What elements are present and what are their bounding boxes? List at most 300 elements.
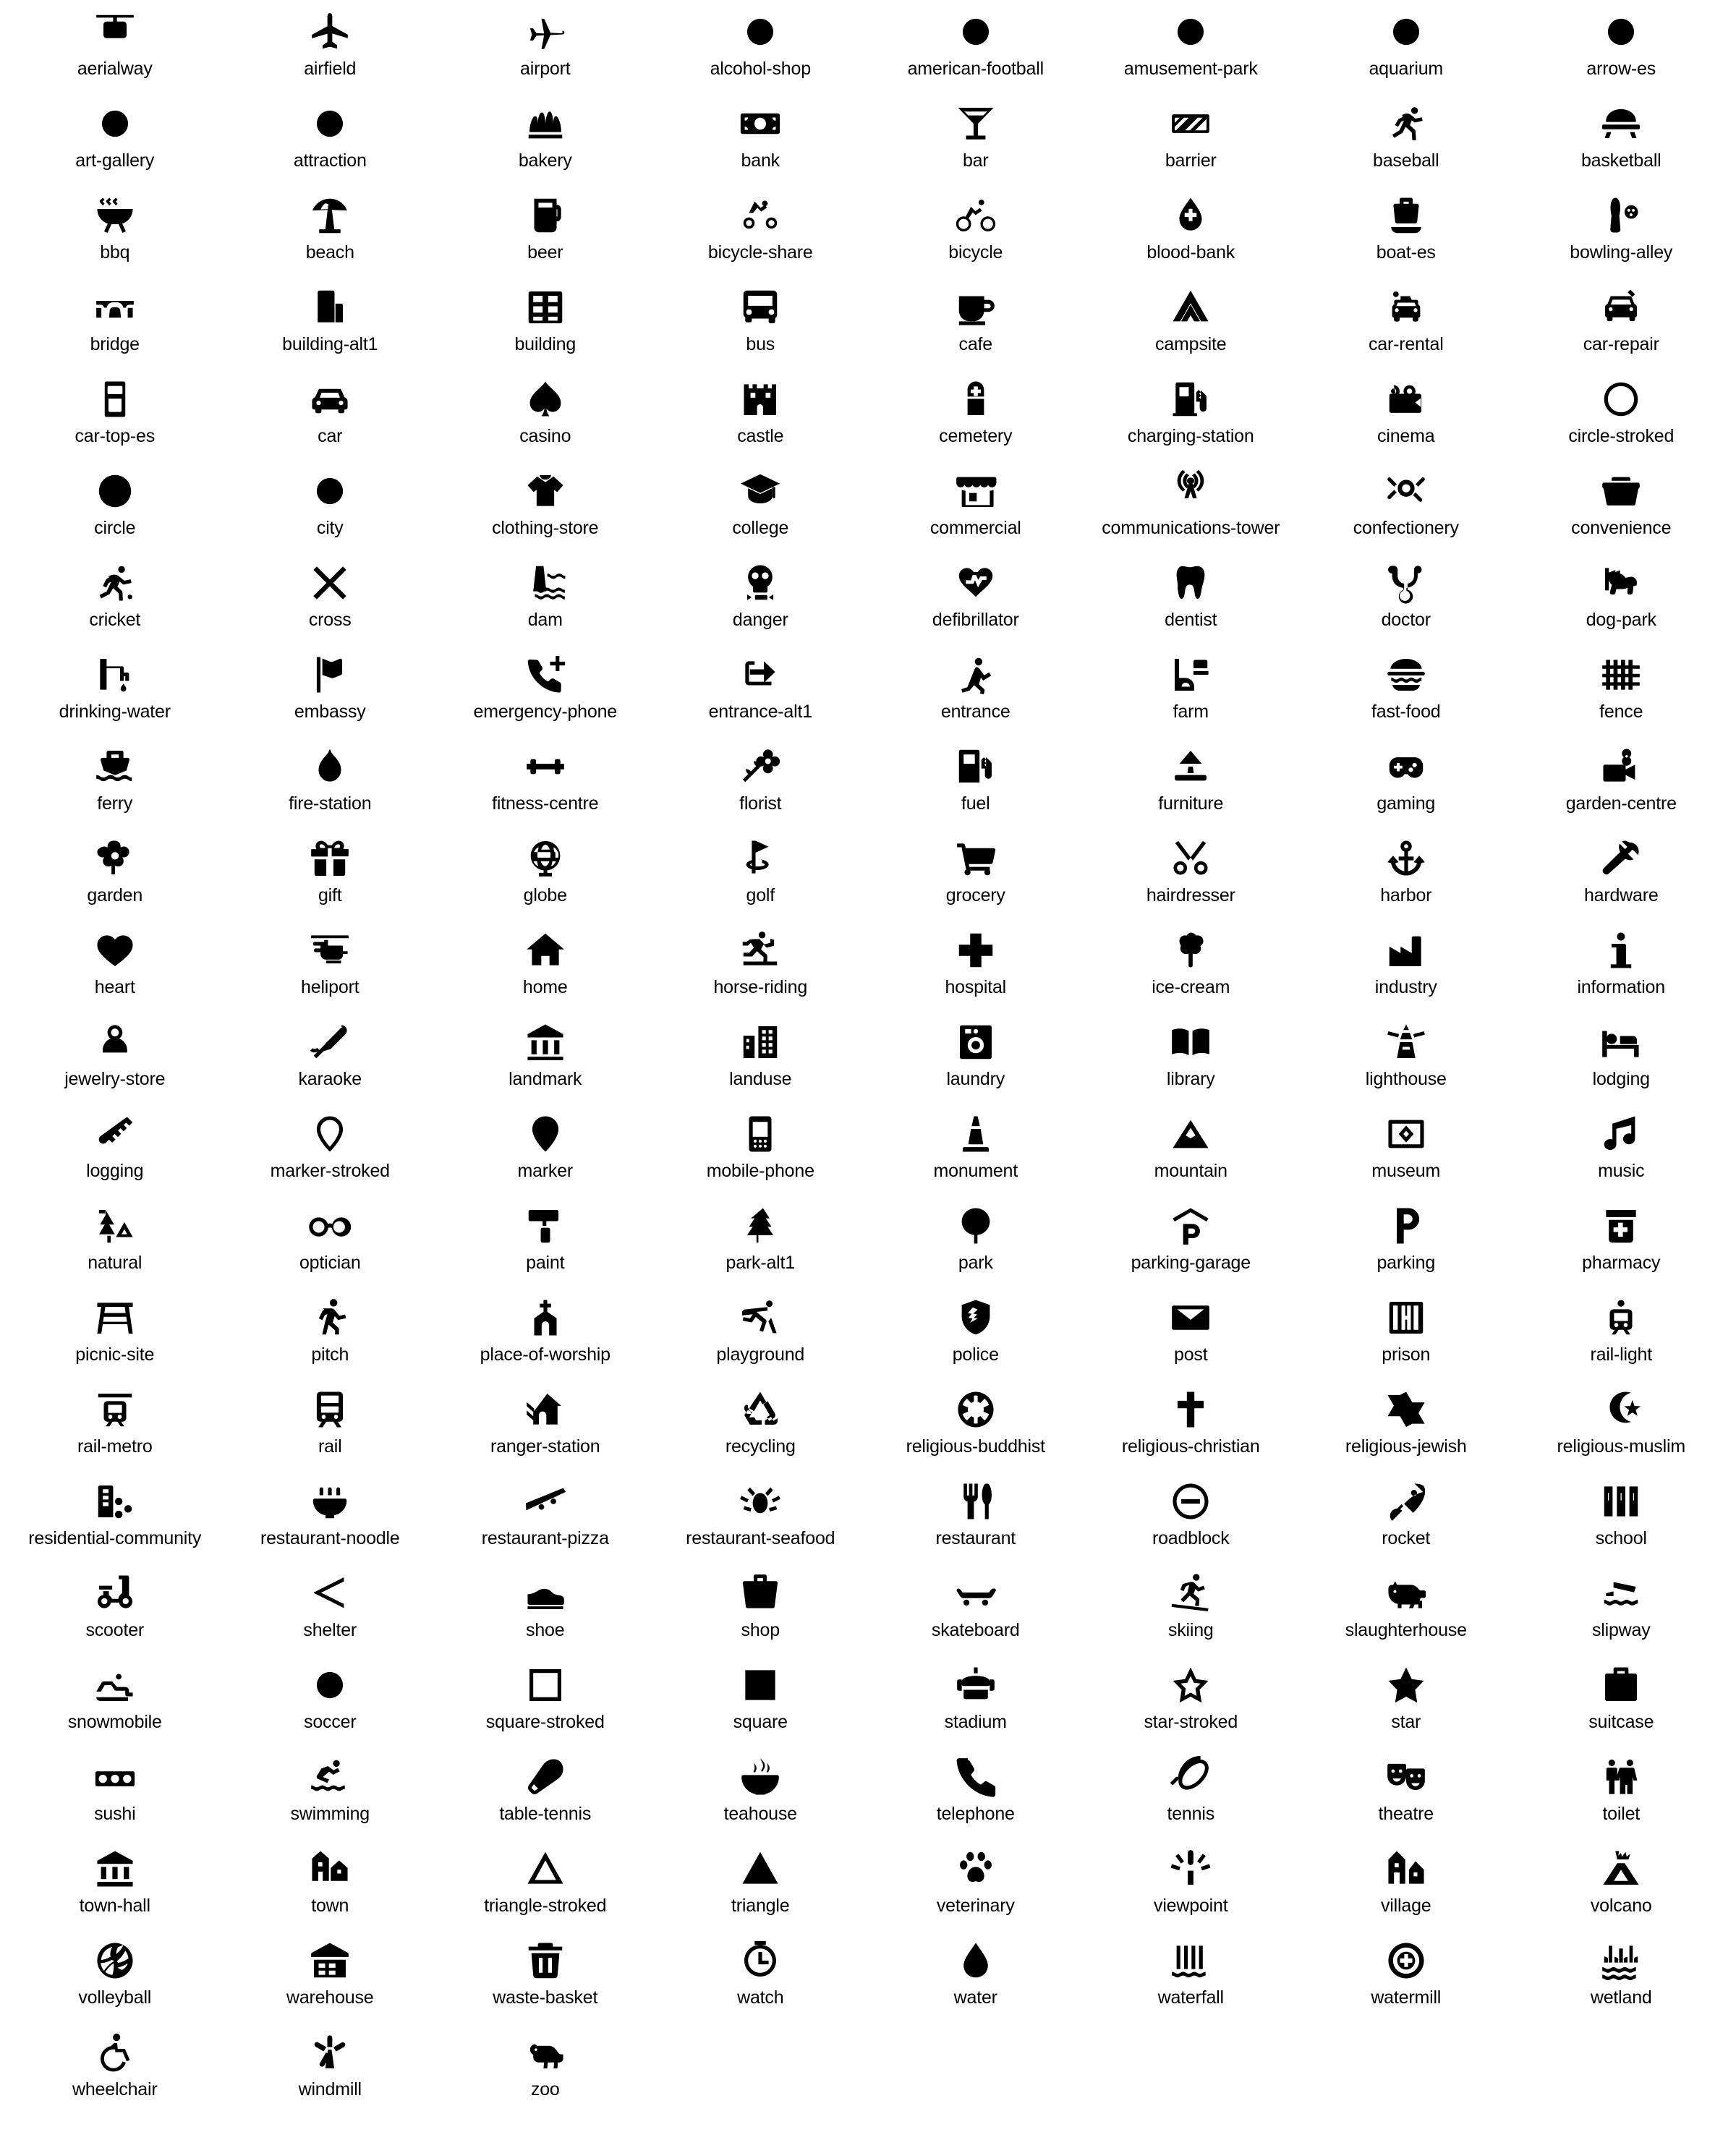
monument-icon bbox=[953, 1108, 998, 1160]
icon-label: cafe bbox=[958, 334, 992, 354]
icon-cell-religious-muslim[interactable] bbox=[1514, 1384, 1729, 1475]
fast-food-icon bbox=[1384, 649, 1429, 701]
icon-label: fitness-centre bbox=[492, 793, 599, 814]
icon-cell-wheelchair[interactable] bbox=[7, 2026, 223, 2118]
icon-cell-post[interactable] bbox=[1084, 1292, 1299, 1384]
icon-cell-music[interactable] bbox=[1514, 1108, 1729, 1200]
icon-cell-fence[interactable] bbox=[1514, 649, 1729, 741]
icon-cell-cross[interactable] bbox=[223, 557, 438, 649]
icon-cell-rocket[interactable] bbox=[1298, 1475, 1514, 1567]
icon-cell-clothing-store[interactable] bbox=[438, 465, 653, 557]
gift-icon bbox=[307, 832, 352, 884]
car-rental-icon bbox=[1384, 281, 1429, 333]
icon-cell-alcohol-shop[interactable] bbox=[653, 6, 869, 98]
icon-cell-recycling[interactable] bbox=[653, 1384, 869, 1475]
skateboard-icon bbox=[953, 1567, 998, 1619]
icon-label: natural bbox=[88, 1253, 142, 1273]
city-icon bbox=[307, 465, 352, 517]
icon-cell-dog-park[interactable] bbox=[1514, 557, 1729, 649]
icon-cell-embassy[interactable] bbox=[223, 649, 438, 741]
icon-cell-grocery[interactable] bbox=[868, 832, 1084, 924]
icon-cell-library[interactable] bbox=[1084, 1016, 1299, 1108]
bowling-alley-icon bbox=[1599, 189, 1643, 242]
drinking-water-icon bbox=[93, 649, 137, 701]
icon-cell-hairdresser[interactable] bbox=[1084, 832, 1299, 924]
icon-cell-circle[interactable] bbox=[7, 465, 223, 557]
icon-cell-warehouse[interactable] bbox=[223, 1935, 438, 2026]
icon-cell-aquarium[interactable] bbox=[1298, 6, 1514, 98]
icon-cell-farm[interactable] bbox=[1084, 649, 1299, 741]
icon-cell-airport[interactable] bbox=[438, 6, 653, 98]
icon-cell-industry[interactable] bbox=[1298, 924, 1514, 1016]
icon-cell-pitch[interactable] bbox=[223, 1292, 438, 1384]
cricket-icon bbox=[93, 557, 137, 609]
icon-cell-confectionery[interactable] bbox=[1298, 465, 1514, 557]
icon-label: horse-riding bbox=[713, 977, 808, 997]
icon-label: star bbox=[1391, 1712, 1421, 1732]
icon-cell-bus[interactable] bbox=[653, 281, 869, 373]
icon-cell-charging-station[interactable] bbox=[1084, 373, 1299, 465]
icon-cell-tennis[interactable] bbox=[1084, 1751, 1299, 1843]
icon-cell-bicycle-share[interactable] bbox=[653, 189, 869, 281]
icon-label: slaughterhouse bbox=[1345, 1620, 1467, 1640]
icon-cell-cinema[interactable] bbox=[1298, 373, 1514, 465]
dentist-icon bbox=[1168, 557, 1213, 609]
icon-label: casino bbox=[519, 426, 571, 446]
icon-cell-watch[interactable] bbox=[653, 1935, 869, 2026]
icon-label: shoe bbox=[526, 1620, 565, 1640]
water-icon bbox=[953, 1935, 998, 1987]
icon-label: bank bbox=[741, 150, 780, 171]
icon-cell-religious-buddhist[interactable] bbox=[868, 1384, 1084, 1475]
icon-cell-town-hall[interactable] bbox=[7, 1843, 223, 1935]
icon-cell-bakery[interactable] bbox=[438, 98, 653, 189]
icon-label: hardware bbox=[1583, 885, 1659, 905]
icon-cell-place-of-worship[interactable] bbox=[438, 1292, 653, 1384]
icon-cell-airfield[interactable] bbox=[223, 6, 438, 98]
icon-cell-lighthouse[interactable] bbox=[1298, 1016, 1514, 1108]
icon-cell-square-stroked[interactable] bbox=[438, 1659, 653, 1751]
icon-cell-golf[interactable] bbox=[653, 832, 869, 924]
icon-cell-museum[interactable] bbox=[1298, 1108, 1514, 1200]
information-icon bbox=[1599, 924, 1643, 976]
icon-cell-furniture[interactable] bbox=[1084, 741, 1299, 832]
icon-label: ice-cream bbox=[1152, 977, 1230, 997]
icon-cell-castle[interactable] bbox=[653, 373, 869, 465]
icon-label: bicycle-share bbox=[707, 242, 813, 263]
icon-cell-wetland[interactable] bbox=[1514, 1935, 1729, 2026]
icon-label: shelter bbox=[303, 1620, 357, 1640]
icon-cell-bbq[interactable] bbox=[7, 189, 223, 281]
icon-cell-triangle-stroked[interactable] bbox=[438, 1843, 653, 1935]
icon-label: blood-bank bbox=[1146, 242, 1235, 263]
table-tennis-icon bbox=[523, 1751, 568, 1803]
farm-icon bbox=[1168, 649, 1213, 701]
icon-cell-attraction[interactable] bbox=[223, 98, 438, 189]
bbq-icon bbox=[93, 189, 137, 242]
icon-cell-shoe[interactable] bbox=[438, 1567, 653, 1659]
icon-cell-mountain[interactable] bbox=[1084, 1108, 1299, 1200]
icon-label: charging-station bbox=[1127, 426, 1254, 446]
wheelchair-icon bbox=[93, 2026, 137, 2079]
icon-cell-volleyball[interactable] bbox=[7, 1935, 223, 2026]
icon-cell-cemetery[interactable] bbox=[868, 373, 1084, 465]
icon-cell-garden-centre[interactable] bbox=[1514, 741, 1729, 832]
icon-cell-drinking-water[interactable] bbox=[7, 649, 223, 741]
icon-cell-stadium[interactable] bbox=[868, 1659, 1084, 1751]
icon-label: fuel bbox=[961, 793, 990, 814]
icon-cell-entrance[interactable] bbox=[868, 649, 1084, 741]
shelter-icon bbox=[307, 1567, 352, 1619]
icon-label: religious-christian bbox=[1121, 1436, 1260, 1457]
icon-cell-barrier[interactable] bbox=[1084, 98, 1299, 189]
icon-cell-restaurant[interactable] bbox=[868, 1475, 1084, 1567]
icon-cell-pharmacy[interactable] bbox=[1514, 1200, 1729, 1292]
icon-label: jewelry-store bbox=[64, 1069, 166, 1089]
icon-label: volleyball bbox=[78, 1987, 152, 2008]
icon-label: beer bbox=[527, 242, 563, 263]
icon-cell-beer[interactable] bbox=[438, 189, 653, 281]
icon-cell-building-alt1[interactable] bbox=[223, 281, 438, 373]
icon-cell-car-repair[interactable] bbox=[1514, 281, 1729, 373]
icon-label: beach bbox=[305, 242, 354, 263]
icon-cell-parking[interactable] bbox=[1298, 1200, 1514, 1292]
parking-icon bbox=[1384, 1200, 1429, 1252]
icon-cell-skiing[interactable] bbox=[1084, 1567, 1299, 1659]
icon-cell-mobile-phone[interactable] bbox=[653, 1108, 869, 1200]
icon-label: embassy bbox=[294, 702, 366, 722]
icon-cell-logging[interactable] bbox=[7, 1108, 223, 1200]
icon-cell-hardware[interactable] bbox=[1514, 832, 1729, 924]
icon-cell-college[interactable] bbox=[653, 465, 869, 557]
icon-label: american-football bbox=[907, 59, 1044, 79]
fuel-icon bbox=[953, 741, 998, 793]
icon-label: information bbox=[1577, 977, 1665, 997]
blood-bank-icon bbox=[1168, 189, 1213, 242]
icon-cell-ferry[interactable] bbox=[7, 741, 223, 832]
icon-cell-veterinary[interactable] bbox=[868, 1843, 1084, 1935]
icon-cell-circle-stroked[interactable] bbox=[1514, 373, 1729, 465]
icon-cell-slipway[interactable] bbox=[1514, 1567, 1729, 1659]
icon-cell-scooter[interactable] bbox=[7, 1567, 223, 1659]
icon-label: watch bbox=[737, 1987, 784, 2008]
icon-cell-suitcase[interactable] bbox=[1514, 1659, 1729, 1751]
icon-cell-doctor[interactable] bbox=[1298, 557, 1514, 649]
icon-cell-hospital[interactable] bbox=[868, 924, 1084, 1016]
icon-cell-arrow-es[interactable] bbox=[1514, 6, 1729, 98]
icon-label: snowmobile bbox=[67, 1712, 162, 1732]
icon-label: post bbox=[1174, 1344, 1208, 1365]
icon-cell-car-rental[interactable] bbox=[1298, 281, 1514, 373]
icon-cell-cafe[interactable] bbox=[868, 281, 1084, 373]
icon-cell-soccer[interactable] bbox=[223, 1659, 438, 1751]
icon-cell-gift[interactable] bbox=[223, 832, 438, 924]
restaurant-pizza-icon bbox=[523, 1475, 568, 1527]
icon-label: park-alt1 bbox=[726, 1253, 795, 1273]
icon-cell-rail[interactable] bbox=[223, 1384, 438, 1475]
icon-label: ranger-station bbox=[490, 1436, 600, 1457]
icon-label: optician bbox=[299, 1253, 361, 1273]
icon-cell-star-stroked[interactable] bbox=[1084, 1659, 1299, 1751]
veterinary-icon bbox=[953, 1843, 998, 1895]
cemetery-icon bbox=[953, 373, 998, 425]
icon-cell-star[interactable] bbox=[1298, 1659, 1514, 1751]
icon-cell-fitness-centre[interactable] bbox=[438, 741, 653, 832]
icon-cell-square[interactable] bbox=[653, 1659, 869, 1751]
icon-cell-danger[interactable] bbox=[653, 557, 869, 649]
icon-cell-table-tennis[interactable] bbox=[438, 1751, 653, 1843]
icon-label: prison bbox=[1382, 1344, 1431, 1365]
optician-icon bbox=[307, 1200, 352, 1252]
icon-cell-casino[interactable] bbox=[438, 373, 653, 465]
amusement-park-icon bbox=[1168, 6, 1213, 58]
icon-cell-religious-jewish[interactable] bbox=[1298, 1384, 1514, 1475]
icon-label: attraction bbox=[293, 150, 367, 171]
american-football-icon bbox=[953, 6, 998, 58]
dam-icon bbox=[523, 557, 568, 609]
attraction-icon bbox=[307, 98, 352, 150]
icon-label: city bbox=[316, 518, 344, 538]
icon-cell-american-football[interactable] bbox=[868, 6, 1084, 98]
icon-cell-optician[interactable] bbox=[223, 1200, 438, 1292]
bus-icon bbox=[738, 281, 783, 333]
garden-icon bbox=[93, 832, 137, 884]
icon-label: heliport bbox=[301, 977, 359, 997]
entrance-alt1-icon bbox=[738, 649, 783, 701]
icon-cell-religious-christian[interactable] bbox=[1084, 1384, 1299, 1475]
icon-cell-gaming[interactable] bbox=[1298, 741, 1514, 832]
icon-cell-roadblock[interactable] bbox=[1084, 1475, 1299, 1567]
icon-cell-car-top-es[interactable] bbox=[7, 373, 223, 465]
icon-cell-fire-station[interactable] bbox=[223, 741, 438, 832]
icon-cell-picnic-site[interactable] bbox=[7, 1292, 223, 1384]
icon-cell-car[interactable] bbox=[223, 373, 438, 465]
bakery-icon bbox=[523, 98, 568, 150]
icon-cell-blood-bank[interactable] bbox=[1084, 189, 1299, 281]
icon-cell-playground[interactable] bbox=[653, 1292, 869, 1384]
icon-cell-shop[interactable] bbox=[653, 1567, 869, 1659]
icon-cell-restaurant-pizza[interactable] bbox=[438, 1475, 653, 1567]
casino-icon bbox=[523, 373, 568, 425]
icon-label: triangle-stroked bbox=[484, 1896, 607, 1916]
icon-cell-information[interactable] bbox=[1514, 924, 1729, 1016]
college-icon bbox=[738, 465, 783, 517]
icon-label: barrier bbox=[1165, 150, 1217, 171]
icon-cell-ice-cream[interactable] bbox=[1084, 924, 1299, 1016]
icon-cell-telephone[interactable] bbox=[868, 1751, 1084, 1843]
icon-cell-harbor[interactable] bbox=[1298, 832, 1514, 924]
icon-label: doctor bbox=[1381, 610, 1431, 630]
bridge-icon bbox=[93, 281, 137, 333]
icon-label: dam bbox=[527, 610, 563, 630]
icon-label: bus bbox=[746, 334, 775, 354]
icon-cell-basketball[interactable] bbox=[1514, 98, 1729, 189]
icon-cell-fast-food[interactable] bbox=[1298, 649, 1514, 741]
icon-cell-city[interactable] bbox=[223, 465, 438, 557]
icon-cell-heliport[interactable] bbox=[223, 924, 438, 1016]
volcano-icon bbox=[1599, 1843, 1643, 1895]
icon-cell-triangle[interactable] bbox=[653, 1843, 869, 1935]
telephone-icon bbox=[953, 1751, 998, 1803]
clothing-store-icon bbox=[523, 465, 568, 517]
icon-cell-skateboard[interactable] bbox=[868, 1567, 1084, 1659]
icon-cell-theatre[interactable] bbox=[1298, 1751, 1514, 1843]
icon-cell-natural[interactable] bbox=[7, 1200, 223, 1292]
icon-label: commercial bbox=[929, 518, 1021, 538]
basketball-icon bbox=[1599, 98, 1643, 150]
icon-cell-marker-stroked[interactable] bbox=[223, 1108, 438, 1200]
icon-cell-swimming[interactable] bbox=[223, 1751, 438, 1843]
icon-label: campsite bbox=[1155, 334, 1227, 354]
icon-label: rail bbox=[318, 1436, 342, 1457]
icon-cell-waste-basket[interactable] bbox=[438, 1935, 653, 2026]
icon-cell-garden[interactable] bbox=[7, 832, 223, 924]
icon-label: rail-light bbox=[1590, 1344, 1653, 1365]
circle-icon bbox=[93, 465, 137, 517]
convenience-icon bbox=[1599, 465, 1643, 517]
icon-cell-aerialway[interactable] bbox=[7, 6, 223, 98]
icon-cell-prison[interactable] bbox=[1298, 1292, 1514, 1384]
icon-cell-campsite[interactable] bbox=[1084, 281, 1299, 373]
beer-icon bbox=[523, 189, 568, 242]
icon-cell-bicycle[interactable] bbox=[868, 189, 1084, 281]
icon-label: lighthouse bbox=[1365, 1069, 1447, 1089]
icon-cell-karaoke[interactable] bbox=[223, 1016, 438, 1108]
airfield-icon bbox=[307, 6, 352, 58]
icon-cell-zoo[interactable] bbox=[438, 2026, 653, 2118]
icon-cell-police[interactable] bbox=[868, 1292, 1084, 1384]
icon-cell-landuse[interactable] bbox=[653, 1016, 869, 1108]
icon-label: building bbox=[514, 334, 576, 354]
art-gallery-icon bbox=[93, 98, 137, 150]
icon-cell-convenience[interactable] bbox=[1514, 465, 1729, 557]
icon-cell-shelter[interactable] bbox=[223, 1567, 438, 1659]
icon-label: aquarium bbox=[1369, 59, 1444, 79]
icon-label: rocket bbox=[1382, 1528, 1431, 1548]
garden-centre-icon bbox=[1599, 741, 1643, 793]
icon-cell-landmark[interactable] bbox=[438, 1016, 653, 1108]
icon-cell-village[interactable] bbox=[1298, 1843, 1514, 1935]
icon-cell-teahouse[interactable] bbox=[653, 1751, 869, 1843]
icon-cell-boat-es[interactable] bbox=[1298, 189, 1514, 281]
icon-cell-communications-tower[interactable] bbox=[1084, 465, 1299, 557]
icon-cell-parking-garage[interactable] bbox=[1084, 1200, 1299, 1292]
icon-label: florist bbox=[739, 793, 782, 814]
grocery-icon bbox=[953, 832, 998, 884]
icon-cell-building[interactable] bbox=[438, 281, 653, 373]
icon-cell-emergency-phone[interactable] bbox=[438, 649, 653, 741]
icon-label: viewpoint bbox=[1154, 1896, 1228, 1916]
icon-cell-entrance-alt1[interactable] bbox=[653, 649, 869, 741]
icon-cell-horse-riding[interactable] bbox=[653, 924, 869, 1016]
icon-cell-dentist[interactable] bbox=[1084, 557, 1299, 649]
icon-cell-rail-metro[interactable] bbox=[7, 1384, 223, 1475]
icon-cell-monument[interactable] bbox=[868, 1108, 1084, 1200]
police-icon bbox=[953, 1292, 998, 1344]
icon-cell-volcano[interactable] bbox=[1514, 1843, 1729, 1935]
icon-cell-park-alt1[interactable] bbox=[653, 1200, 869, 1292]
charging-station-icon bbox=[1168, 373, 1213, 425]
icon-cell-defibrillator[interactable] bbox=[868, 557, 1084, 649]
icon-cell-water[interactable] bbox=[868, 1935, 1084, 2026]
icon-label: shop bbox=[741, 1620, 780, 1640]
icon-cell-park[interactable] bbox=[868, 1200, 1084, 1292]
aquarium-icon bbox=[1384, 6, 1429, 58]
restaurant-noodle-icon bbox=[307, 1475, 352, 1527]
icon-label: aerialway bbox=[77, 59, 153, 79]
icon-label: skateboard bbox=[931, 1620, 1020, 1640]
icon-cell-restaurant-seafood[interactable] bbox=[653, 1475, 869, 1567]
icon-label: mountain bbox=[1154, 1161, 1227, 1181]
icon-cell-sushi[interactable] bbox=[7, 1751, 223, 1843]
icon-cell-rail-light[interactable] bbox=[1514, 1292, 1729, 1384]
icon-cell-home[interactable] bbox=[438, 924, 653, 1016]
icon-cell-marker[interactable] bbox=[438, 1108, 653, 1200]
icon-cell-beach[interactable] bbox=[223, 189, 438, 281]
icon-cell-fuel[interactable] bbox=[868, 741, 1084, 832]
icon-cell-laundry[interactable] bbox=[868, 1016, 1084, 1108]
icon-cell-jewelry-store[interactable] bbox=[7, 1016, 223, 1108]
icon-cell-ranger-station[interactable] bbox=[438, 1384, 653, 1475]
icon-cell-globe[interactable] bbox=[438, 832, 653, 924]
icon-label: landuse bbox=[729, 1069, 792, 1089]
icon-cell-bowling-alley[interactable] bbox=[1514, 189, 1729, 281]
icon-cell-restaurant-noodle[interactable] bbox=[223, 1475, 438, 1567]
icon-cell-residential-community[interactable] bbox=[7, 1475, 223, 1567]
icon-cell-cricket[interactable] bbox=[7, 557, 223, 649]
icon-cell-bridge[interactable] bbox=[7, 281, 223, 373]
icon-label: furniture bbox=[1158, 793, 1224, 814]
arrow-es-icon bbox=[1599, 6, 1643, 58]
icon-cell-bar[interactable] bbox=[868, 98, 1084, 189]
icon-label: globe bbox=[523, 885, 567, 905]
icon-cell-school[interactable] bbox=[1514, 1475, 1729, 1567]
hospital-icon bbox=[953, 924, 998, 976]
icon-cell-snowmobile[interactable] bbox=[7, 1659, 223, 1751]
icon-cell-heart[interactable] bbox=[7, 924, 223, 1016]
jewelry-store-icon bbox=[93, 1016, 137, 1068]
icon-cell-toilet[interactable] bbox=[1514, 1751, 1729, 1843]
icon-cell-town[interactable] bbox=[223, 1843, 438, 1935]
icon-label: home bbox=[522, 977, 568, 997]
icon-cell-paint[interactable] bbox=[438, 1200, 653, 1292]
icon-cell-baseball[interactable] bbox=[1298, 98, 1514, 189]
icon-label: karaoke bbox=[298, 1069, 362, 1089]
icon-cell-viewpoint[interactable] bbox=[1084, 1843, 1299, 1935]
icon-cell-florist[interactable] bbox=[653, 741, 869, 832]
icon-label: hospital bbox=[945, 977, 1007, 997]
icon-label: town bbox=[311, 1896, 349, 1916]
icon-label: cricket bbox=[89, 610, 141, 630]
icon-cell-art-gallery[interactable] bbox=[7, 98, 223, 189]
post-icon bbox=[1168, 1292, 1213, 1344]
icon-label: table-tennis bbox=[499, 1804, 592, 1824]
icon-cell-windmill[interactable] bbox=[223, 2026, 438, 2118]
icon-cell-waterfall[interactable] bbox=[1084, 1935, 1299, 2026]
residential-community-icon bbox=[93, 1475, 137, 1527]
baseball-icon bbox=[1384, 98, 1429, 150]
icon-label: telephone bbox=[936, 1804, 1015, 1824]
icon-cell-commercial[interactable] bbox=[868, 465, 1084, 557]
icon-cell-watermill[interactable] bbox=[1298, 1935, 1514, 2026]
icon-cell-slaughterhouse[interactable] bbox=[1298, 1567, 1514, 1659]
icon-cell-dam[interactable] bbox=[438, 557, 653, 649]
icon-cell-bank[interactable] bbox=[653, 98, 869, 189]
icon-label: boat-es bbox=[1376, 242, 1436, 263]
icon-label: square bbox=[733, 1712, 788, 1732]
icon-cell-amusement-park[interactable] bbox=[1084, 6, 1299, 98]
icon-cell-lodging[interactable] bbox=[1514, 1016, 1729, 1108]
